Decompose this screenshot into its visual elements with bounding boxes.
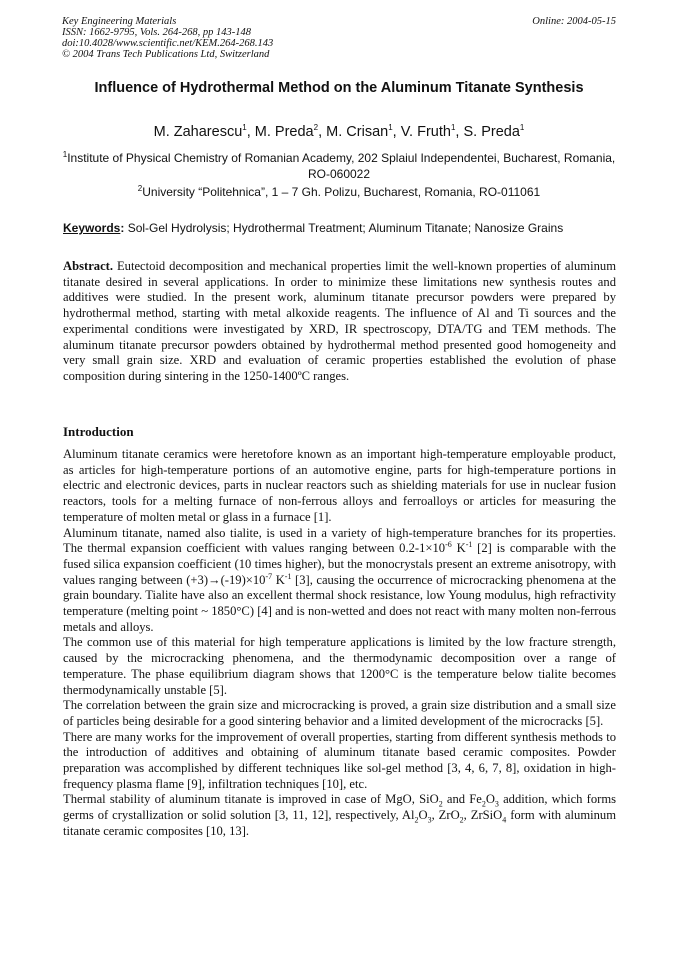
author-affiliation-mark: 1 bbox=[388, 123, 393, 133]
keywords: Keywords: Sol-Gel Hydrolysis; Hydrothermal Treatment; Aluminum Titanate; Nanosize Grains bbox=[63, 221, 564, 235]
author-list: M. Zaharescu$^1$, M. Preda$^2$, M. Crisan$^1$, V. Fruth$^1$, S. Preda$^1$ bbox=[153, 123, 525, 140]
abstract-label: Abstract. bbox=[63, 259, 114, 273]
paragraph: Thermal stability of aluminum titanate is improved in case of MgO, SiO$_2$ and $Fe_2O_3$ addition, which forms germs of crystallization or solid solution [3, 11, 12], respectively, $Al_2O_3$, ZrO$_2$, ZrSiO$_4$ form with aluminum titanate ceramic composites [10, 13]. bbox=[63, 792, 617, 838]
paragraph: Aluminum titanate, named also tialite, is used in a variety of high-temperature branches for its properties. The thermal expansion coefficient with values ranging between $0.2-1\times 10^{-6}$ $K^{-1}$ [2] is comparable with the fused silica expansion coefficient (10 times higher), but the monocrystals present an extreme anisotropy, with values ranging between $(+3)\to(-19)\times 10^{-7}$ $K^{-1}$ [3], causing the occurrence of microcracking phenomena at the grain boundary. Tialite have also an excellent thermal shock resistance, low Young modulus, high refractivity temperature (melting point ~ 1850°C) [4] and is non-wetted and does not react with many molten non-ferrous metals and alloys. bbox=[63, 525, 616, 634]
paragraph: There are many works for the improvement of overall properties, starting from different synthesis methods to the introduction of additives and obtaining of aluminum titanate based ceramic composites. Powder preparation was accomplished by different techniques like sol-gel method [3, 4, 6, 7, 8], oxidation in high-frequency plasma flame [9], infiltration techniques [10], etc. bbox=[63, 729, 616, 791]
paragraph: Aluminum titanate ceramics were heretofore known as an important high-temperature employable product, as articles for high-temperature portions of an automotive engine, parts for high-temperature portions in electric and electronic devices, parts in nuclear reactors such as shielding materials for use in nuclear fusion reactors, tools for a melting furnace of non-ferrous alloys and ferroalloys or articles for measuring the temperature of molten metal or glass in a furnace [1]. bbox=[63, 447, 616, 524]
abstract bbox=[63, 259, 616, 385]
abstract-text: Eutectoid decomposition and mechanical properties limit the well-known properties of aluminum titanate desired in several applications. In order to minimize these limitations new synthesis routes and additives were studied. In the present work, aluminum titanate precursor powders were prepared by hydrothermal method, starting with metal alkoxide reagents. The influence of Al and Ti sources and the experimental conditions were investigated by XRD, IR spectroscopy, DTA/TG and TEM methods. The aluminum titanate precursor powders obtained by hydrothermal method presented good homogeneity and very small grain size. XRD and evaluation of ceramic properties established the evolution of phase composition during sintering in the 1250-1400ºC ranges. bbox=[63, 259, 616, 383]
online-date: Online: 2004-05-15 bbox=[532, 16, 616, 27]
author-affiliation-mark: 1 bbox=[242, 123, 247, 133]
author-name: S. Preda bbox=[463, 124, 520, 140]
author-affiliation-mark: 1 bbox=[450, 123, 456, 133]
keywords-label: Keywords bbox=[63, 221, 121, 235]
author-affiliation-mark: 1 bbox=[519, 123, 525, 133]
copyright-line: © 2004 Trans Tech Publications Ltd, Switzerland bbox=[62, 49, 270, 60]
author-name: M. Preda bbox=[254, 124, 314, 140]
paper-title: Influence of Hydrothermal Method on the Aluminum Titanate Synthesis bbox=[94, 80, 584, 96]
affiliation-1 bbox=[60, 150, 618, 182]
paragraph: The common use of this material for high temperature applications is limited by the low fracture strength, caused by the microcracking phenomena, and the thermodynamic decomposition over a range of temperature. The phase equilibrium diagram shows that 1200°C is the temperature below tialite becomes thermodynamically unstable [5]. bbox=[63, 635, 616, 697]
journal-header bbox=[62, 16, 616, 60]
paragraph: The correlation between the grain size and microcracking is proved, a grain size distribution and a small size of particles being desirable for a good sintering behavior and a limited development of the microcracks [5]. bbox=[63, 698, 616, 728]
affiliation-2 bbox=[60, 184, 618, 200]
author-affiliation-mark: 2 bbox=[313, 123, 319, 133]
section-heading-introduction: Introduction bbox=[63, 424, 134, 439]
affiliation-text: University “Politehnica”, 1 – 7 Gh. Polizu, Bucharest, Romania, RO-011061 bbox=[142, 185, 541, 199]
author-name: M. Crisan bbox=[326, 124, 389, 140]
affiliation-text: Institute of Physical Chemistry of Romanian Academy, 202 Splaiul Independentei, Bucharest, Romania, RO-060022 bbox=[67, 151, 616, 181]
author-name: V. Fruth bbox=[400, 124, 451, 140]
keywords-text: Sol-Gel Hydrolysis; Hydrothermal Treatment; Aluminum Titanate; Nanosize Grains bbox=[124, 221, 564, 235]
issn-line: ISSN: 1662-9795, Vols. 264-268, pp 143-148 bbox=[62, 27, 251, 38]
author-name: M. Zaharescu bbox=[153, 124, 243, 140]
affiliation-mark: 2 bbox=[137, 184, 143, 193]
doi-line[interactable]: doi:10.4028/www.scientific.net/KEM.264-268.143 bbox=[62, 38, 274, 49]
journal-name: Key Engineering Materials bbox=[62, 16, 177, 27]
affiliation-mark: 1 bbox=[62, 150, 68, 159]
introduction-body bbox=[63, 447, 616, 840]
